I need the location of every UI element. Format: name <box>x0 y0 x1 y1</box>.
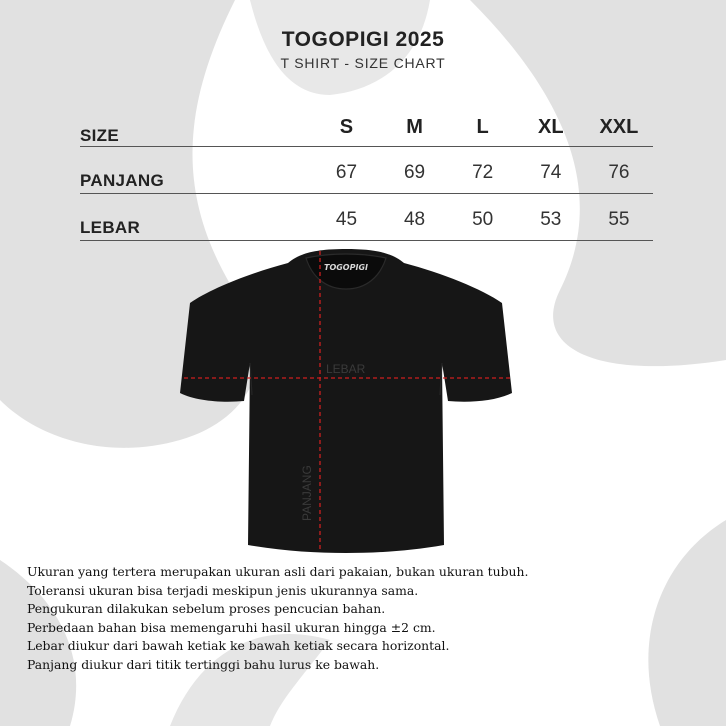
size-s: S <box>312 108 380 147</box>
panjang-value-s: 67 <box>312 147 380 194</box>
size-header-row <box>80 108 653 147</box>
page-title: TOGOPIGI 2025 <box>281 28 445 51</box>
lebar-value-l: 50 <box>449 194 517 241</box>
lebar-value-m: 48 <box>381 194 449 241</box>
panjang-value-l: 72 <box>449 147 517 194</box>
size-notes <box>27 563 707 674</box>
page-subtitle: T SHIRT - SIZE CHART <box>280 55 446 71</box>
panjang-value-xl: 74 <box>517 147 585 194</box>
panjang-value-m: 69 <box>381 147 449 194</box>
size-m: M <box>381 108 449 147</box>
note-line: Toleransi ukuran bisa terjadi meskipun jenis ukurannya sama. <box>27 582 419 598</box>
lebar-label: LEBAR <box>80 194 312 241</box>
note-line: Pengukuran dilakukan sebelum proses pencucian bahan. <box>27 601 386 616</box>
size-chart-table <box>80 108 653 241</box>
size-xl: XL <box>517 108 585 147</box>
size-header-label: SIZE <box>80 108 312 147</box>
lebar-value-xl: 53 <box>517 194 585 241</box>
panjang-label: PANJANG <box>80 147 312 194</box>
tshirt-illustration <box>180 249 512 553</box>
panjang-row <box>80 147 653 194</box>
lebar-value-xxl: 55 <box>585 194 653 241</box>
panjang-value-xxl: 76 <box>585 147 653 194</box>
size-xxl: XXL <box>585 108 653 147</box>
lebar-row <box>80 194 653 241</box>
size-l: L <box>449 108 517 147</box>
note-line: Panjang diukur dari titik tertinggi bahu lurus ke bawah. <box>27 656 380 672</box>
width-label: LEBAR <box>326 362 366 376</box>
note-line: Lebar diukur dari bawah ketiak ke bawah ketiak secara horizontal. <box>27 638 450 653</box>
note-line: Perbedaan bahan bisa memengaruhi hasil ukuran hingga ±2 cm. <box>27 619 436 635</box>
length-label: PANJANG <box>300 465 314 521</box>
note-line: Ukuran yang tertera merupakan ukuran asli dari pakaian, bukan ukuran tubuh. <box>27 564 529 579</box>
neck-logo: TOGOPIGI <box>323 263 369 272</box>
tshirt-measurement-diagram <box>180 245 512 557</box>
lebar-value-s: 45 <box>312 194 380 241</box>
